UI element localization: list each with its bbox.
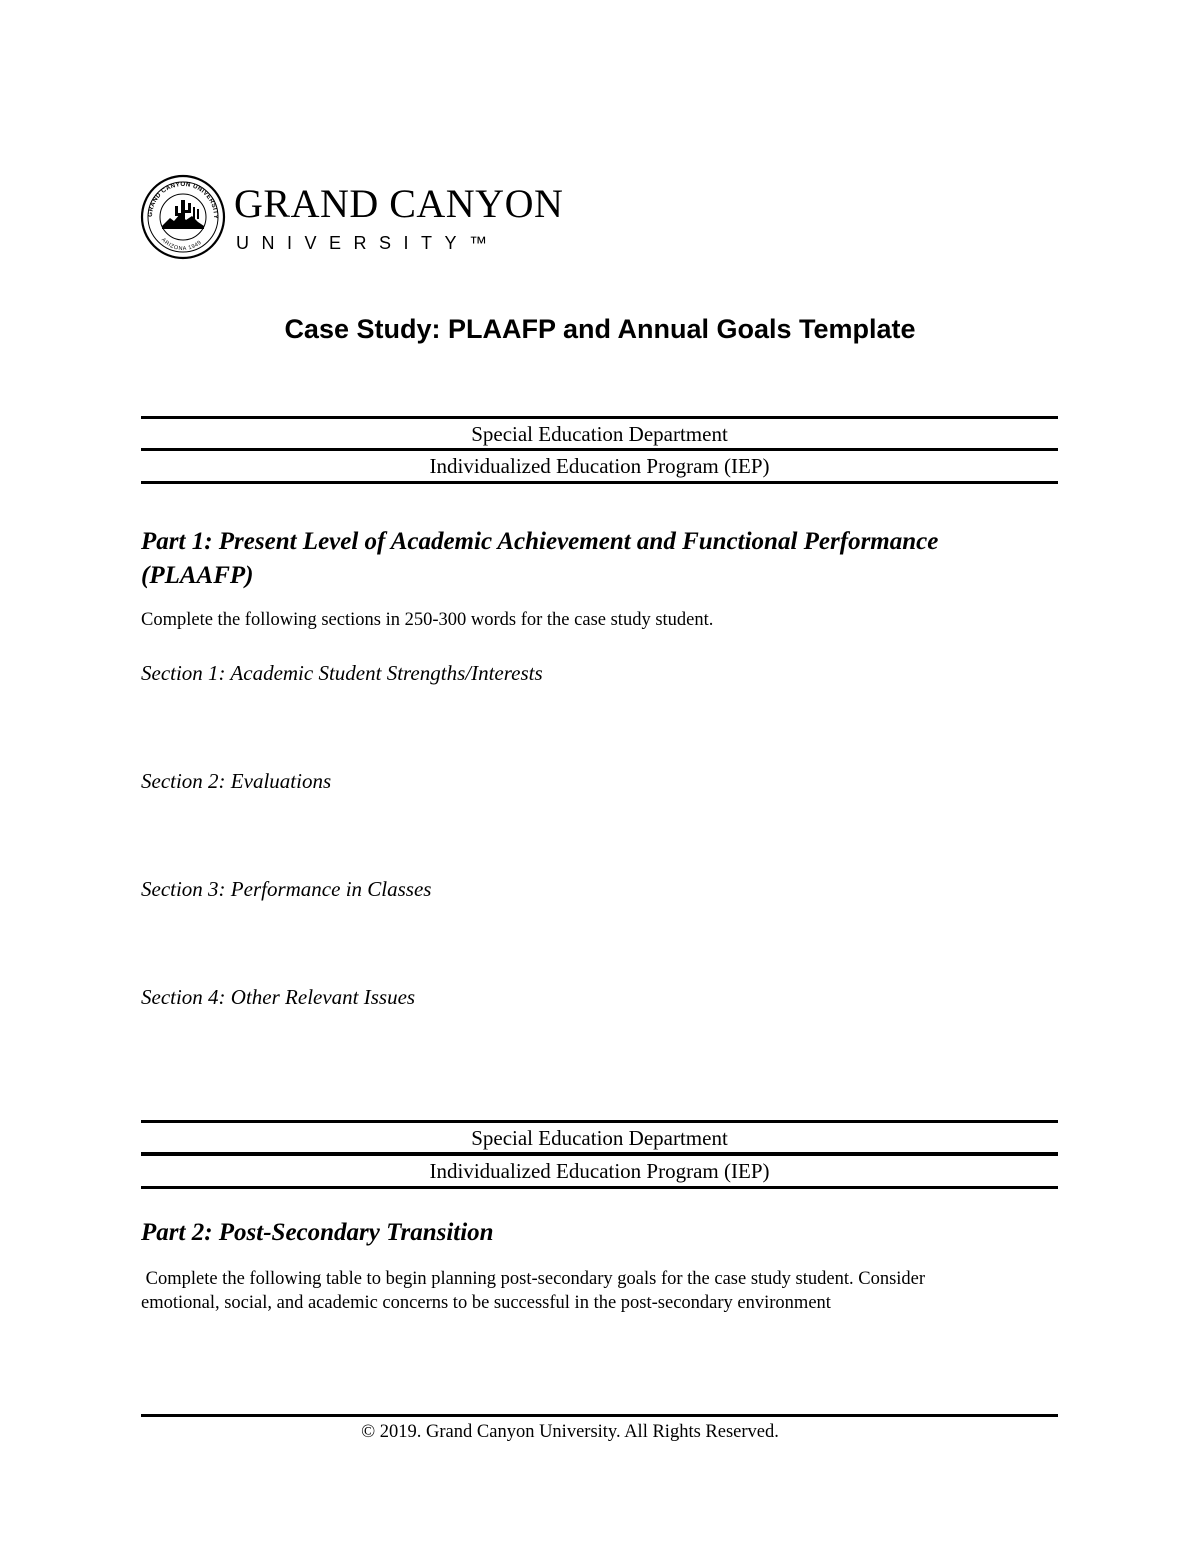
part2-heading: Part 2: Post-Secondary Transition [141,1219,494,1246]
footer-divider [141,1414,1058,1417]
section-2-heading: Section 2: Evaluations [141,769,332,793]
department-label: Special Education Department [471,1126,728,1150]
wordmark-main: GRAND CANYON [234,181,564,226]
part1-instructions: Complete the following sections in 250-300 words for the case study student. [141,610,714,630]
department-label: Special Education Department [471,422,728,446]
document-title: Case Study: PLAAFP and Annual Goals Template [284,314,916,344]
university-logo [140,174,564,264]
part1-heading-line1: Part 1: Present Level of Academic Achievement and Functional Performance [141,528,939,555]
part2-instructions-line2: emotional, social, and academic concerns to be successful in the post-secondary environment [141,1293,831,1313]
divider [141,1186,1058,1189]
section-4-heading: Section 4: Other Relevant Issues [141,985,416,1009]
section-1-heading: Section 1: Academic Student Strengths/Interests [141,661,543,685]
divider [141,448,1058,451]
divider [141,1120,1058,1123]
divider [141,1152,1058,1156]
svg-text:GRAND CANYON UNIVERSITY: GRAND CANYON UNIVERSITY [146,181,220,220]
part2-instructions-line1: Complete the following table to begin planning post-secondary goals for the case study student. Consider [141,1269,926,1289]
wordmark-sub: UNIVERSITY™ [236,233,500,253]
iep-header-block [141,416,1058,486]
divider [141,416,1058,419]
part1-heading-line2: (PLAAFP) [141,562,254,589]
university-seal-icon [140,174,226,260]
program-label: Individualized Education Program (IEP) [429,1159,770,1183]
section-3-heading: Section 3: Performance in Classes [141,877,432,901]
svg-text:ARIZONA 1949: ARIZONA 1949 [159,237,204,253]
program-label: Individualized Education Program (IEP) [429,454,770,478]
copyright-notice: © 2019. Grand Canyon University. All Rights Reserved. [361,1422,779,1442]
iep-header-block [141,1120,1058,1190]
divider [141,481,1058,484]
